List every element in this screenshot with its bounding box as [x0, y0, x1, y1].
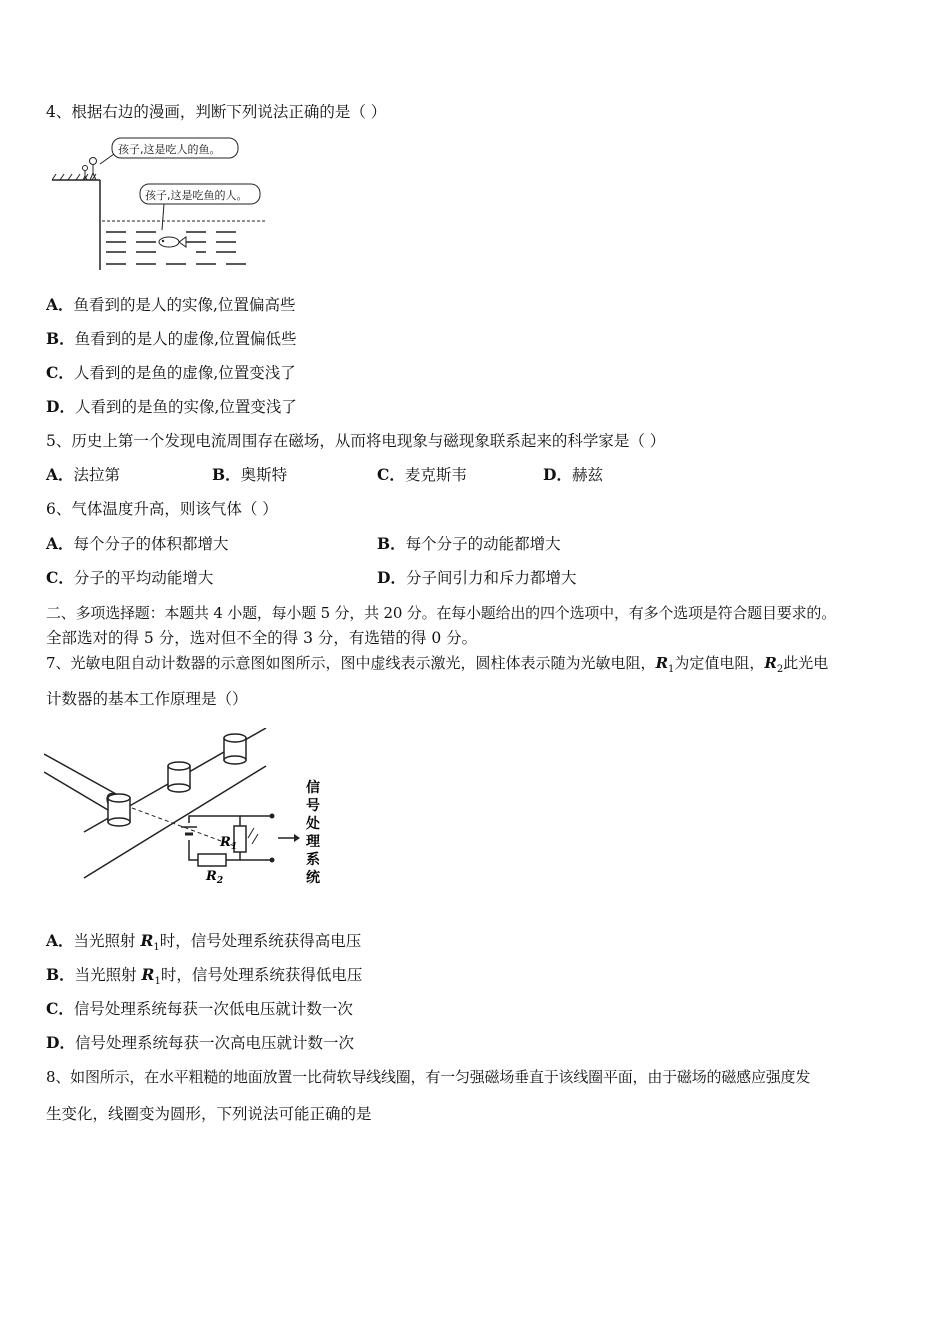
q8-stem-line2: 生变化，线圈变为圆形，下列说法可能正确的是 — [46, 1105, 372, 1123]
q4-option-b: B．鱼看到的是人的虚像,位置偏低些 — [46, 329, 297, 348]
q7-option-a: A．当光照射 $R_1$时，信号处理系统获得高电压 — [46, 931, 362, 954]
fig-signal-label — [305, 779, 321, 886]
section2-line2: 全部选对的得 5 分，选对但不全的得 3 分，有选错的得 0 分。 — [46, 629, 478, 647]
q4-stem: 4、根据右边的漫画，判断下列说法正确的是（ ） — [46, 103, 387, 121]
q4-cartoon — [44, 132, 274, 274]
q7-stem-line2: 计数器的基本工作原理是（） — [46, 690, 248, 708]
q5-option-c: C．麦克斯韦 — [377, 465, 467, 484]
svg-text:理: 理 — [306, 834, 320, 850]
q7-option-c: C．信号处理系统每获一次低电压就计数一次 — [46, 999, 353, 1018]
q6-option-d: D．分子间引力和斥力都增大 — [377, 568, 577, 587]
q7-option-b: B．当光照射 $R_1$时，信号处理系统获得低电压 — [46, 965, 363, 988]
q6-option-a: A．每个分子的体积都增大 — [46, 534, 229, 553]
svg-text:系: 系 — [306, 852, 320, 868]
fig-r2-label: $R_2$ — [206, 869, 224, 886]
q4-option-d: D．人看到的是鱼的实像,位置变浅了 — [46, 397, 297, 416]
svg-text:信: 信 — [306, 780, 320, 796]
bubble-bottom-text: 孩子,这是吃鱼的人。 — [145, 189, 248, 202]
q7-option-d: D．信号处理系统每获一次高电压就计数一次 — [46, 1033, 354, 1052]
q6-stem: 6、气体温度升高，则该气体（ ） — [46, 500, 278, 518]
q7-stem-line1: 7、光敏电阻自动计数器的示意图如图所示，图中虚线表示激光，圆柱体表示随为光敏电阻，$R_1$为定值电阻，$R_2$此光电 — [46, 654, 829, 675]
q7-circuit-figure — [44, 728, 334, 898]
svg-text:统: 统 — [306, 870, 320, 886]
section2-line1: 二、多项选择题：本题共 4 小题，每小题 5 分，共 20 分。在每小题给出的四个选项中，有多个选项是符合题目要求的。 — [46, 604, 836, 622]
q4-option-c: C．人看到的是鱼的虚像,位置变浅了 — [46, 363, 296, 382]
q4-option-a: A．鱼看到的是人的实像,位置偏高些 — [46, 295, 296, 314]
q8-stem-line1: 8、如图所示，在水平粗糙的地面放置一比荷软导线线圈，有一匀强磁场垂直于该线圈平面，由于磁场的磁感应强度发 — [46, 1068, 811, 1086]
svg-text:处: 处 — [306, 816, 320, 832]
bubble-top-text: 孩子,这是吃人的鱼。 — [118, 143, 221, 156]
q5-stem: 5、历史上第一个发现电流周围存在磁场，从而将电现象与磁现象联系起来的科学家是（ ） — [46, 432, 666, 450]
q5-option-a: A．法拉第 — [46, 465, 121, 484]
svg-text:号: 号 — [306, 798, 320, 814]
q6-option-c: C．分子的平均动能增大 — [46, 568, 214, 587]
fig-r1-label: $R_1$ — [220, 835, 238, 852]
q5-option-d: D．赫兹 — [543, 465, 603, 484]
q6-option-b: B．每个分子的动能都增大 — [377, 534, 561, 553]
q5-option-b: B．奥斯特 — [212, 465, 288, 484]
